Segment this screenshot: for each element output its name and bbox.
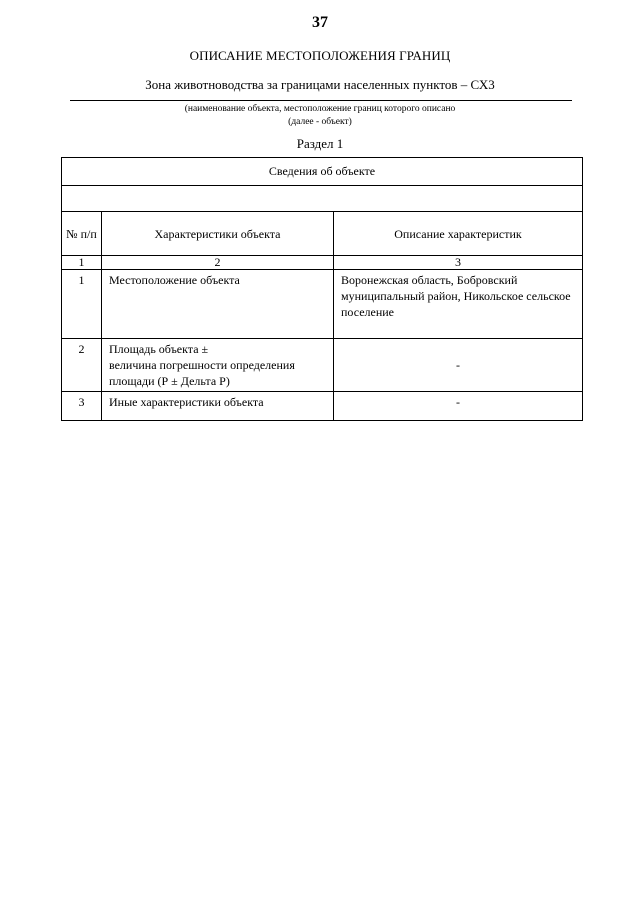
- object-name: Зона животноводства за границами населенных пунктов – СХ3: [145, 77, 495, 92]
- column-number-row: [62, 256, 583, 270]
- column-number-1: 1: [62, 256, 102, 270]
- row-description: -: [334, 339, 583, 392]
- row-characteristic: Иные характеристики объекта: [102, 392, 334, 421]
- header-number-text: № п/п: [66, 226, 97, 241]
- table-blank-row: [62, 186, 583, 212]
- row-characteristic: Местоположение объекта: [102, 270, 334, 339]
- column-number-3: 3: [334, 256, 583, 270]
- header-number: [62, 212, 102, 256]
- row-number: 2: [62, 339, 102, 392]
- object-name-caption: [0, 103, 640, 129]
- object-name-caption-line1: (наименование объекта, местоположение границ которого описано: [184, 104, 456, 114]
- table-row: [62, 339, 583, 392]
- header-description: Описание характеристик: [334, 212, 583, 256]
- table-blank-cell: [62, 186, 583, 212]
- row-number: 3: [62, 392, 102, 421]
- page-number: 37: [312, 14, 328, 31]
- column-number-2: 2: [102, 256, 334, 270]
- row-number: 1: [62, 270, 102, 339]
- object-name-underline: [70, 100, 572, 101]
- object-name-caption-line2: (далее - объект): [288, 117, 352, 127]
- row-characteristic-line2: величина погрешности определения площади (Р ± Дельта Р): [109, 358, 295, 388]
- table-row: [62, 392, 583, 421]
- header-characteristic: Характеристики объекта: [102, 212, 334, 256]
- table-row: [62, 270, 583, 339]
- document-title: ОПИСАНИЕ МЕСТОПОЛОЖЕНИЯ ГРАНИЦ: [189, 48, 451, 63]
- table-caption-row: [62, 158, 583, 186]
- section-title: Раздел 1: [296, 136, 344, 151]
- table-caption: Сведения об объекте: [62, 158, 583, 186]
- row-description: Воронежская область, Бобровский муниципальный район, Никольское сельское поселение: [334, 270, 583, 339]
- object-info-table: [61, 157, 583, 421]
- row-characteristic: [102, 339, 334, 392]
- row-description: -: [334, 392, 583, 421]
- row-characteristic-line1: Площадь объекта ±: [109, 342, 209, 356]
- table-header-row: [62, 212, 583, 256]
